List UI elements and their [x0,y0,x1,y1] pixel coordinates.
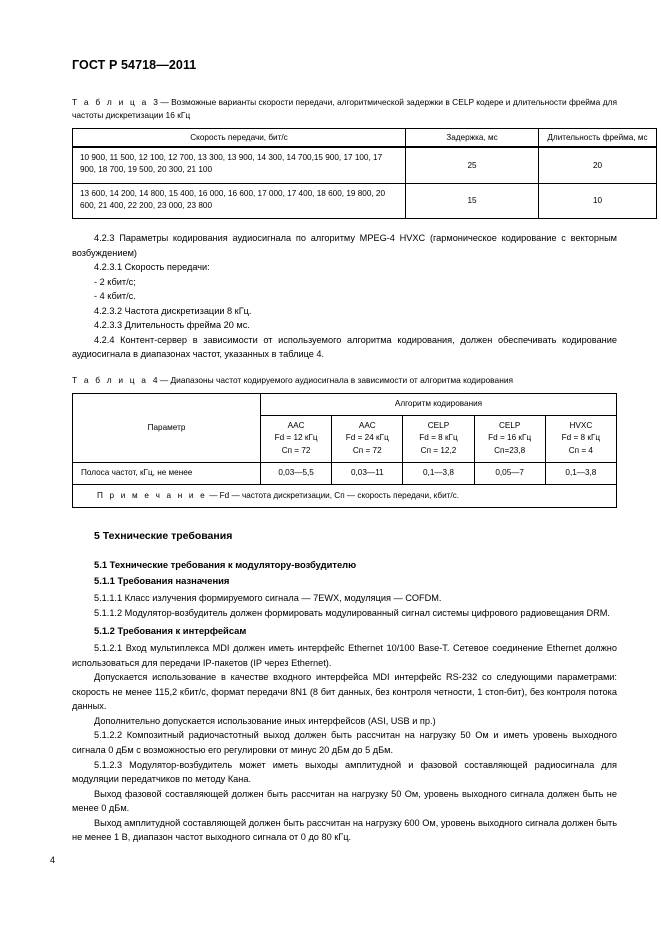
table4-note-text: — Fd — частота дискретизации, Сп — скорость передачи, кбит/с. [209,490,460,500]
table4-col-2-fd: Fd = 24 кГц [345,433,389,443]
table4-col-3 [403,415,474,462]
table3-header-row [73,129,657,148]
heading-5-1-1: 5.1.1 Требования назначения [94,575,230,587]
table-row [73,147,657,183]
para-5-1-2-2: 5.1.2.2 Композитный радиочастотный выход должен быть рассчитан на нагрузку 50 Ом и иметь уровень выходного сигнала 0 дБм с возможностью его регулировки от минус 20 дБм до 5 дБм. [72,730,617,756]
table3-cell-delay: 25 [406,147,539,183]
table4-col-2-cn: Cп = 72 [352,446,382,456]
para-4-2-3-1-item-1: - 2 кбит/с; [94,276,136,287]
heading-5-1: 5.1 Технические требования к модулятору-возбудителю [94,559,357,571]
table3-caption-text: — Возможные варианты скорости передачи, алгоритмической задержки в CELP кодере и длительности фрейма для частоты дискретизации 16 кГц [72,97,618,121]
table4-col-5 [545,415,616,462]
table3-caption [72,96,617,122]
standard-header: ГОСТ Р 54718—2011 [72,58,197,72]
table4-col-1 [261,415,332,462]
table4-col-4-cn: Cп=23,8 [494,446,526,456]
table4-note-label: П р и м е ч а н и е [97,490,207,500]
table3-header-speed: Скорость передачи, бит/с [73,129,406,148]
spacer [72,219,617,231]
table4-col-1-fd: Fd = 12 кГц [274,433,318,443]
table4-col-1-algo: AAC [287,420,305,430]
table4-value-2: 0,03—11 [332,462,403,484]
table3-header-delay: Задержка, мс [406,129,539,148]
table4-row-label: Полоса частот, кГц, не менее [73,462,261,484]
table3-caption-number: 3 [153,97,158,107]
para-4-2-3-1-item-2: - 4 кбит/с. [94,291,136,302]
para-5-1-2-3-phase: Выход фазовой составляющей должен быть рассчитан на нагрузку 50 Ом, уровень выходного сигнала должен быть не менее 0 дБм. [72,788,617,814]
table4-col-5-algo: HVXC [569,420,593,430]
table4-col-2 [332,415,403,462]
table4-col-4 [474,415,545,462]
table4-note [73,484,617,508]
page-number: 4 [50,855,56,865]
table3-cell-delay: 15 [406,183,539,219]
para-5-1-2-1: 5.1.2.1 Вход мультиплекса MDI должен иметь интерфейс Ethernet 10/100 Base-T. Сетевое соединение Ethernet должно использоваться для передачи IP-пакетов (IP через Ethernet). [72,643,617,668]
page-title: 5 Технические требования [94,530,233,543]
para-4-2-3-3: 4.2.3.3 Длительность фрейма 20 мс. [94,320,250,331]
table4-group-header-row [73,394,617,416]
spacer [72,542,617,559]
table4-value-1: 0,03—5,5 [261,462,332,484]
table4-col-4-algo: CELP [498,420,521,430]
table-row [73,183,657,219]
table4-caption [72,374,617,387]
table3-header-frame: Длительность фрейма, мс [539,129,657,148]
para-5-1-2-3-amplitude: Выход амплитудной составляющей должен быть рассчитан на нагрузку 600 Ом, уровень выходного сигнала должен быть не менее 1 В, диапазон частот выходного сигнала от 0 до 80 кГц. [72,817,617,843]
table4-body [73,394,617,508]
table3-cell-frame: 10 [539,183,657,219]
table3 [72,128,657,219]
spacer [72,362,617,374]
para-5-1-1-2: 5.1.1.2 Модулятор-возбудитель должен формировать модулированный сигнал системы цифрового радиовещания DRM. [94,607,610,618]
table3-cell-speed: 10 900, 11 500, 12 100, 12 700, 13 300, 13 900, 14 300, 14 700,15 900, 17 100, 17 900, 18 700, 19 500, 20 300, 21 100 [73,147,406,183]
table3-caption-label: Т а б л и ц а [72,97,149,107]
table3-cell-frame: 20 [539,147,657,183]
table4-col-1-cn: Cп = 72 [281,446,311,456]
table4-col-5-fd: Fd = 8 кГц [561,433,601,443]
table4-col-3-algo: CELP [427,420,450,430]
para-4-2-4: 4.2.4 Контент-сервер в зависимости от используемого алгоритма кодирования, должен обеспечивать кодирование аудиосигнала в диапазонах частот, указанных в таблице 4. [72,334,617,360]
heading-5-1-2: 5.1.2 Требования к интерфейсам [94,625,247,637]
para-4-2-3-1: 4.2.3.1 Скорость передачи: [94,262,210,273]
para-4-2-3-2: 4.2.3.2 Частота дискретизации 8 кГц. [94,305,252,316]
table4-caption-number: 4 [152,375,158,385]
para-5-1-2-1-other: Дополнительно допускается использование иных интерфейсов (ASI, USB и пр.) [94,715,436,726]
table3-head [73,129,657,148]
table3-body [73,147,657,219]
para-4-2-3: 4.2.3 Параметры кодирования аудиосигнала по алгоритму MPEG-4 HVXC (гармоническое кодирование с векторным возбуждением) [72,233,617,258]
table4-value-5: 0,1—3,8 [545,462,616,484]
table4-value-4: 0,05—7 [474,462,545,484]
table4-caption-text: — Диапазоны частот кодируемого аудиосигнала в зависимости от алгоритма кодирования [159,375,514,385]
table4-col-2-algo: AAC [358,420,376,430]
table4-col-4-fd: Fd = 16 кГц [488,433,532,443]
table4-header-group: Алгоритм кодирования [261,394,617,416]
para-5-1-1-1: 5.1.1.1 Класс излучения формируемого сигнала — 7EWX, модуляция — COFDM. [94,593,442,604]
page-content [72,96,648,845]
table4-header-param: Параметр [73,394,261,463]
para-5-1-2-1-rs232: Допускается использование в качестве входного интерфейса MDI интерфейс RS-232 со следующими параметрами: скорость не менее 115,2 кбит/с, формат передачи 8N1 (8 бит данных, без контроля четности, 1 стоп-бит), без контроля потока данных. [72,672,617,712]
table3-cell-speed: 13 600, 14 200, 14 800, 15 400, 16 000, 16 600, 17 000, 17 400, 18 600, 19 800, 20 600, 21 400, 22 200, 23 000, 23 800 [73,183,406,219]
table4-note-row [73,484,617,508]
table4-col-5-cn: Cп = 4 [568,446,593,456]
spacer [72,508,617,530]
table4-caption-label: Т а б л и ц а [72,375,149,385]
table4-col-3-cn: Cп = 12,2 [420,446,457,456]
para-5-1-2-3: 5.1.2.3 Модулятор-возбудитель может иметь выходы амплитудной и фазовой составляющей радиосигнала для модуляции передатчиков по методу Кана. [72,759,617,785]
table-row [73,462,617,484]
table4-col-3-fd: Fd = 8 кГц [419,433,458,443]
table4 [72,393,617,508]
table4-value-3: 0,1—3,8 [403,462,474,484]
